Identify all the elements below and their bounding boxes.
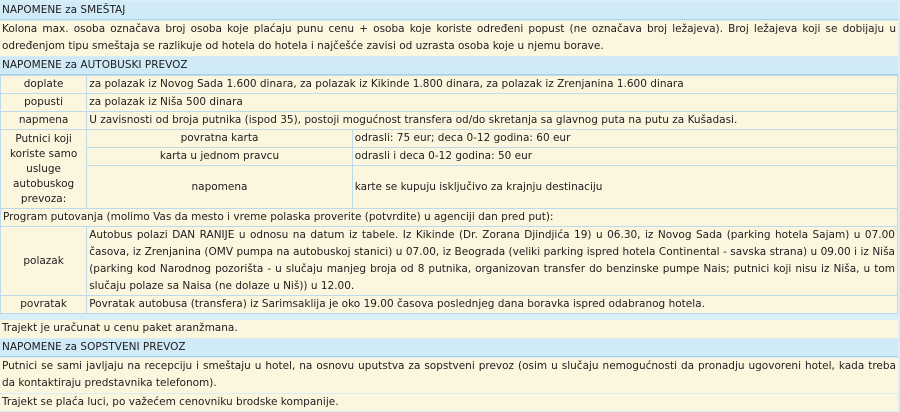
- smestaj-header: NAPOMENE za SMEŠTAJ: [0, 2, 898, 20]
- bus-users-label: Putnici koji koriste samo usluge autobuskog prevoza:: [1, 130, 86, 208]
- doplate-label: doplate: [1, 76, 86, 93]
- popusti-label: popusti: [1, 94, 86, 111]
- jedan-pravac-value: odrasli i deca 0-12 godina: 50 eur: [353, 148, 897, 165]
- smestaj-text: Kolona max. osoba označava broj osoba koje plaćaju punu cenu + osoba koje koriste određeni popust (ne označava broj ležajeva). Broj ležajeva koji se dobijaju u određenjom tipu smeštaja se razlikuje od hotela do hotela i najčešće zavisi od uzrasta osoba koje u njemu borave.: [0, 21, 898, 56]
- napomena-karte-label: napomena: [87, 166, 352, 208]
- table-row: [1, 296, 897, 313]
- table-row: [1, 166, 897, 208]
- povratak-label: povratak: [1, 296, 86, 313]
- table-row: [1, 209, 897, 226]
- table-row: [1, 112, 897, 129]
- povratna-karta-label: povratna karta: [87, 130, 352, 147]
- table-row: [1, 76, 897, 93]
- jedan-pravac-label: karta u jednom pravcu: [87, 148, 352, 165]
- napmena-label: napmena: [1, 112, 86, 129]
- povratna-karta-value: odrasli: 75 eur; deca 0-12 godina: 60 eur: [353, 130, 897, 147]
- autobus-table: [0, 75, 898, 314]
- doplate-value: za polazak iz Novog Sada 1.600 dinara, za polazak iz Kikinde 1.800 dinara, za polazak iz Zrenjanina 1.600 dinara: [87, 76, 897, 93]
- polazak-text: Autobus polazi DAN RANIJE u odnosu na datum iz tabele. Iz Kikinde (Dr. Zorana Djindjića 19) u 06.30, iz Novog Sada (parking hotela Sajam) u 07.00 časova, iz Zrenjanina (OMV pumpa na autobuskoj stanici) u 07.00, iz Beograda (veliki parking ispred hotela Continental - savska strana) u 09.00 i iz Niša (parking kod Narodnog pozorišta - u slučaju manjeg broja od 8 putnika, organizovan transfer do benzinske pumpe Nais; putnici koji nisu iz Niša, u tom slučaju polaze sa Naisa (ne dolaze u Niš)) u 12.00.: [87, 227, 897, 295]
- napmena-value: U zavisnosti od broja putnika (ispod 35), postoji mogućnost transfera od/do skretanja sa glavnog puta na putu za Kušadasi.: [87, 112, 897, 129]
- autobus-trajekt: Trajekt je uračunat u cenu paket aranžmana.: [0, 320, 898, 338]
- table-row: [1, 148, 897, 165]
- polazak-label: polazak: [1, 227, 86, 295]
- program-text: Program putovanja (molimo Vas da mesto i vreme polaska proverite (potvrdite) u agenciji dan pred put):: [1, 209, 897, 226]
- napomena-karte-value: karte se kupuju isključivo za krajnju destinaciju: [353, 166, 897, 208]
- sopstveni-trajekt: Trajekt se plaća luci, po važećem cenovniku brodske kompanije.: [0, 394, 898, 411]
- table-row: [1, 130, 897, 147]
- autobus-header: NAPOMENE za AUTOBUSKI PREVOZ: [0, 57, 898, 75]
- table-row: [1, 94, 897, 111]
- table-row: [1, 227, 897, 295]
- sopstveni-text: Putnici se sami javljaju na recepciju i smeštaju u hotel, na osnovu uputstva za sopstveni prevoz (osim u slučaju nemogućnosti da pronadju ugovoreni hotel, kada treba da kontaktiraju predstavnika telefonom).: [0, 358, 898, 393]
- sopstveni-header: NAPOMENE za SOPSTVENI PREVOZ: [0, 339, 898, 357]
- povratak-text: Povratak autobusa (transfera) iz Sarimsaklija je oko 19.00 časova poslednjeg dana boravka ispred odabranog hotela.: [87, 296, 897, 313]
- popusti-value: za polazak iz Niša 500 dinara: [87, 94, 897, 111]
